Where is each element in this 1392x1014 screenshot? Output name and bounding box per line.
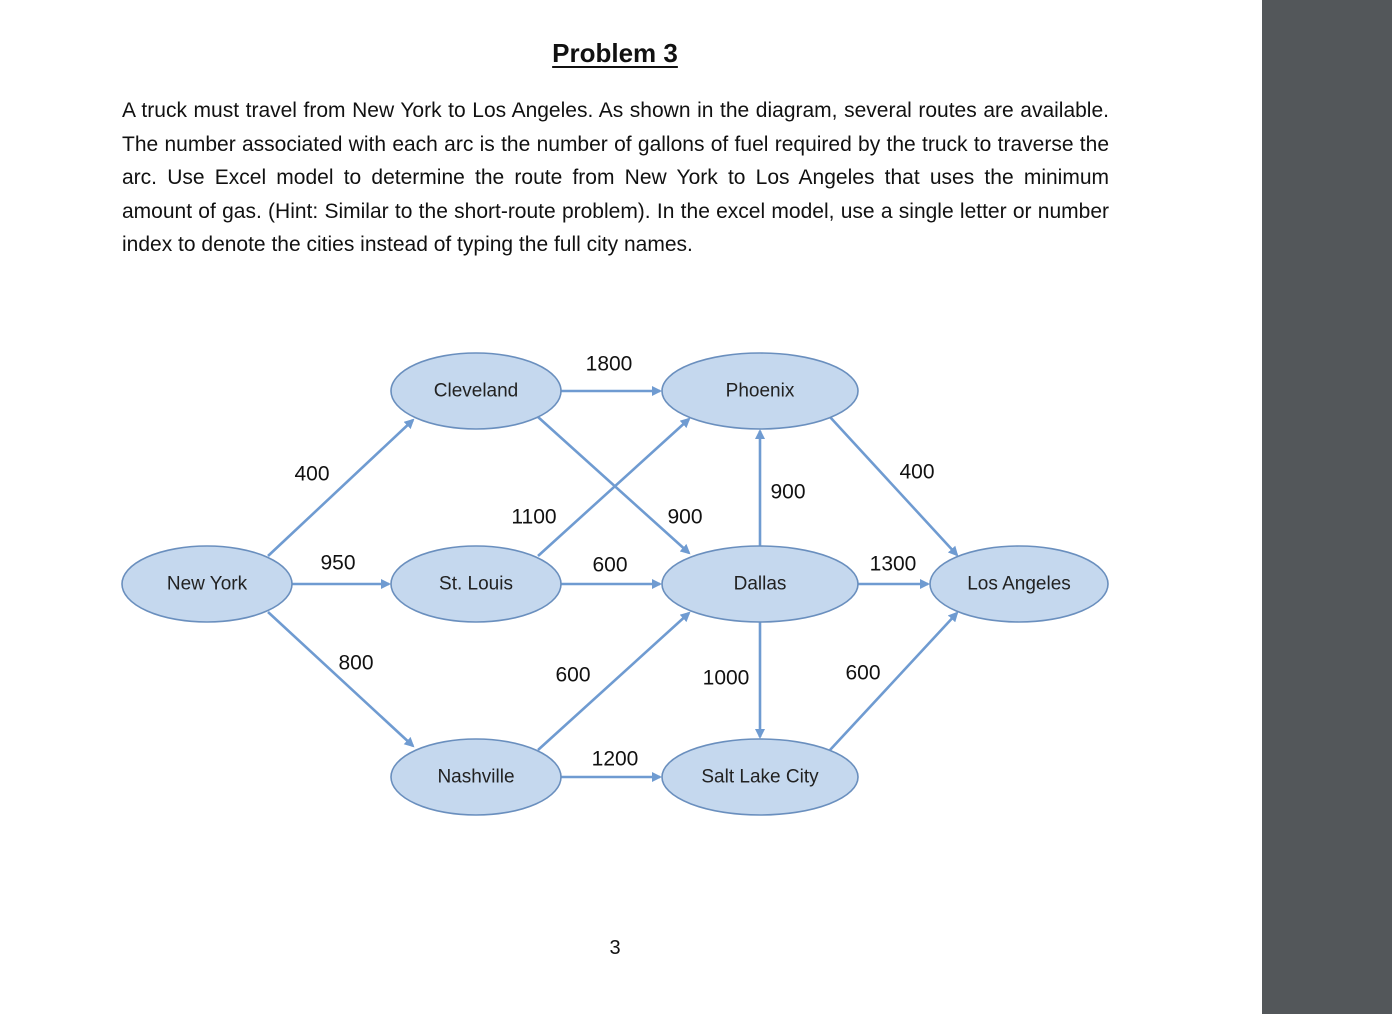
node-st-louis xyxy=(391,546,561,622)
node-label-salt-lake-city: Salt Lake City xyxy=(701,766,819,788)
edge-label-nashville-to-salt-lake-city: 1200 xyxy=(591,747,639,771)
node-label-los-angeles: Los Angeles xyxy=(967,573,1071,595)
edge-label-new-york-to-nashville: 800 xyxy=(338,651,374,675)
edge-label-new-york-to-cleveland: 400 xyxy=(294,462,330,486)
node-new-york xyxy=(122,546,292,622)
edge-label-dallas-to-salt-lake-city: 1000 xyxy=(702,666,750,690)
node-label-nashville: Nashville xyxy=(437,766,515,788)
node-label-new-york: New York xyxy=(166,573,248,595)
problem-statement: A truck must travel from New York to Los Angeles. As shown in the diagram, several routes are available. The number associated with each arc is the number of gallons of fuel required by the truck to traverse the arc. Use Excel model to determine the route from New York to Los Angeles that uses the minimum amount of gas. (Hint: Similar to the short-route problem). In the excel model, use a single letter or number index to denote the cities instead of typing the full city names. xyxy=(122,99,1109,257)
edge-arrow-st-louis-to-phoenix xyxy=(538,419,689,556)
node-nashville xyxy=(391,739,561,815)
edge-label-st-louis-to-phoenix: 1100 xyxy=(511,505,557,529)
edge-label-nashville-to-dallas: 600 xyxy=(555,663,591,687)
edge-arrow-phoenix-to-los-angeles xyxy=(830,417,957,555)
edge-label-cleveland-to-phoenix: 1800 xyxy=(585,352,633,376)
problem-title: Problem 3 xyxy=(552,38,678,68)
node-label-phoenix: Phoenix xyxy=(725,380,795,402)
node-los-angeles xyxy=(930,546,1108,622)
edge-arrow-cleveland-to-dallas xyxy=(538,417,689,553)
edge-label-salt-lake-city-to-los-angeles: 600 xyxy=(845,661,881,685)
node-cleveland xyxy=(391,353,561,429)
viewer-gutter xyxy=(1262,0,1392,1014)
node-label-dallas: Dallas xyxy=(733,573,787,595)
page-number: 3 xyxy=(609,937,621,959)
node-salt-lake-city xyxy=(662,739,858,815)
edge-arrow-new-york-to-cleveland xyxy=(268,420,413,556)
edge-label-dallas-to-phoenix: 900 xyxy=(770,480,806,504)
node-label-cleveland: Cleveland xyxy=(433,380,519,402)
edge-arrow-new-york-to-nashville xyxy=(268,612,413,746)
edge-label-cleveland-to-dallas: 900 xyxy=(667,505,703,529)
node-dallas xyxy=(662,546,858,622)
edge-label-dallas-to-los-angeles: 1300 xyxy=(869,552,917,576)
node-label-st-louis: St. Louis xyxy=(439,573,513,595)
edge-label-st-louis-to-dallas: 600 xyxy=(592,553,628,577)
edge-label-new-york-to-st-louis: 950 xyxy=(320,551,356,575)
node-phoenix xyxy=(662,353,858,429)
edge-label-phoenix-to-los-angeles: 400 xyxy=(899,460,935,484)
